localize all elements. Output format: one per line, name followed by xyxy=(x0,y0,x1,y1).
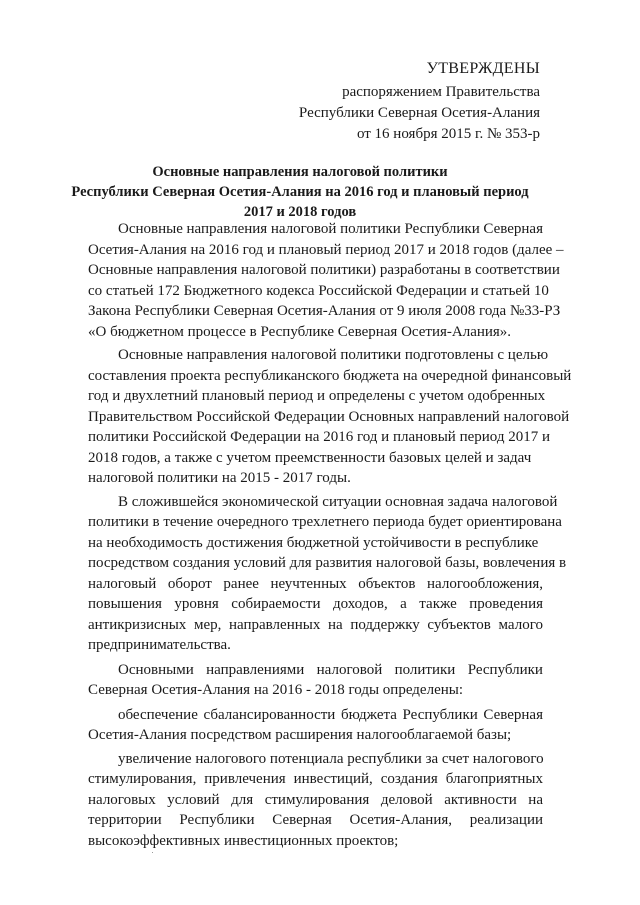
paragraph-line: увеличение налогового потенциала республики за счет налогового xyxy=(118,750,544,767)
word: поддержку xyxy=(350,616,420,633)
paragraph-6 xyxy=(88,749,543,852)
title-line: Республики Северная Осетия-Алания на 2016 год и плановый период xyxy=(71,184,529,200)
word: привлечения xyxy=(204,771,286,787)
word: налоговой xyxy=(270,221,337,237)
word: направленных xyxy=(229,616,321,633)
word: малого xyxy=(498,616,543,633)
approval-stamp xyxy=(299,58,540,145)
word: Республики xyxy=(402,706,478,723)
paragraph-line: Основные направления налоговой политики подготовлены с целью xyxy=(118,347,549,363)
paragraph-4 xyxy=(88,660,543,701)
paragraph-line: «О бюджетном процессе в Республике Северная Осетия-Алания». xyxy=(88,323,512,340)
word: ранее xyxy=(223,575,259,592)
approval-line: распоряжением Правительства xyxy=(342,84,540,100)
word: налоговых xyxy=(88,791,156,808)
paragraph-line xyxy=(88,705,543,726)
word: инвестиций, xyxy=(293,771,373,787)
word: благоприятных xyxy=(445,771,543,787)
paragraph-line: политики Российской Федерации на 2016 год и плановый период 2017 и xyxy=(88,429,551,445)
word: объектов xyxy=(358,575,416,592)
word: активности xyxy=(444,791,517,808)
paragraph-line: высокоэффективных инвестиционных проектов; xyxy=(88,832,399,849)
paragraph-line: 2018 годов, а также с учетом преемственности базовых целей и задач xyxy=(88,449,532,466)
word: направлениями xyxy=(206,661,305,678)
paragraph-line: налоговой политики на 2015 - 2017 годы. xyxy=(88,470,351,486)
word: для xyxy=(231,791,254,808)
paragraph-line: В сложившейся экономической ситуации основная задача налоговой xyxy=(118,493,558,510)
paragraph-line: Осетия-Алания на 2016 год и плановый период 2017 и 2018 годов (далее – xyxy=(88,241,564,258)
word: условий xyxy=(167,791,220,808)
paragraph-line xyxy=(88,790,543,811)
word: на xyxy=(327,616,343,633)
word: Республики xyxy=(404,221,480,237)
word: создания xyxy=(380,771,438,787)
scan-speck xyxy=(152,852,153,853)
paragraph-line: составления проекта республиканского бюджета на очередной финансовый xyxy=(88,367,572,384)
paragraph-line: Закона Республики Северная Осетия-Алания от 9 июля 2008 года №33-РЗ xyxy=(88,303,561,319)
word: мер, xyxy=(193,616,222,633)
word: налоговый xyxy=(88,575,157,592)
word: а xyxy=(400,596,407,612)
word: Основные xyxy=(118,221,183,237)
paragraph-line xyxy=(88,769,543,790)
word: Северная xyxy=(483,221,543,237)
word: уровня xyxy=(174,596,219,612)
word: реализации xyxy=(469,812,543,828)
paragraph-line xyxy=(88,615,543,636)
word: сбалансированности xyxy=(203,706,336,723)
word: налогообложения, xyxy=(427,575,543,592)
title-line: Основные направления налоговой политики xyxy=(152,164,448,180)
word: Северная xyxy=(483,706,543,723)
approval-line: Республики Северная Осетия-Алания xyxy=(298,105,540,121)
word: обеспечение xyxy=(118,706,198,723)
paragraph-line xyxy=(88,219,543,240)
paragraph-line: на необходимость достижения бюджетной устойчивости в республике xyxy=(88,534,539,551)
word: Осетия-Алания, xyxy=(349,812,453,828)
word: налоговой xyxy=(316,661,383,678)
word: доходов, xyxy=(332,596,388,612)
word: антикризисных xyxy=(88,616,187,633)
word: также xyxy=(419,596,457,612)
paragraph-line xyxy=(88,810,543,831)
word: деловой xyxy=(380,791,433,808)
paragraph-line: Правительством Российской Федерации Основных направлений налоговой xyxy=(88,408,570,425)
word: направления xyxy=(186,221,268,237)
paragraph-line: со статьей 172 Бюджетного кодекса Российской Федерации и статьей 10 xyxy=(88,282,549,299)
approval-line: от 16 ноября 2015 г. № 353-р xyxy=(356,126,540,142)
paragraph-line xyxy=(88,574,543,595)
word: Северная xyxy=(272,812,332,828)
paragraph-3 xyxy=(88,492,567,656)
word: субъектов xyxy=(427,616,491,633)
paragraph-line: политики в течение очередного трехлетнего периода будет ориентирована xyxy=(88,514,562,530)
word: бюджета xyxy=(340,706,397,723)
word: Республики xyxy=(467,661,543,678)
paragraph-line: посредством создания условий для развития налоговой базы, вовлечения в xyxy=(88,555,567,571)
word: собираемости xyxy=(231,596,321,612)
word: повышения xyxy=(88,596,162,612)
word: политики xyxy=(340,221,401,237)
paragraph-line: Северная Осетия-Алания на 2016 - 2018 годы определены: xyxy=(88,682,463,698)
document-body xyxy=(88,219,572,851)
paragraph-line: Основные направления налоговой политики) разработаны в соответствии xyxy=(88,262,560,278)
word: политики xyxy=(394,661,456,678)
paragraph-line xyxy=(88,594,543,615)
paragraph-line: год и двухлетний плановый период и определены с учетом одобренных xyxy=(88,388,546,404)
paragraph-1 xyxy=(88,219,564,342)
word: Основными xyxy=(118,661,194,678)
word: стимулирования xyxy=(264,791,370,808)
word: неучтенных xyxy=(270,575,347,592)
paragraph-line: Осетия-Алания посредством расширения налогооблагаемой базы; xyxy=(88,727,512,743)
title-line: 2017 и 2018 годов xyxy=(243,204,357,220)
paragraph-line: предпринимательства. xyxy=(88,637,231,653)
paragraph-line xyxy=(88,660,543,681)
paragraph-5 xyxy=(88,705,543,746)
paragraph-2 xyxy=(88,345,572,489)
word: на xyxy=(528,791,543,808)
approval-heading: УТВЕРЖДЕНЫ xyxy=(426,60,540,77)
word: проведения xyxy=(469,596,543,612)
word: территории xyxy=(88,812,162,828)
word: оборот xyxy=(167,575,212,592)
word: Республики xyxy=(179,812,255,828)
document-title xyxy=(60,162,540,222)
word: стимулирования, xyxy=(88,771,197,787)
